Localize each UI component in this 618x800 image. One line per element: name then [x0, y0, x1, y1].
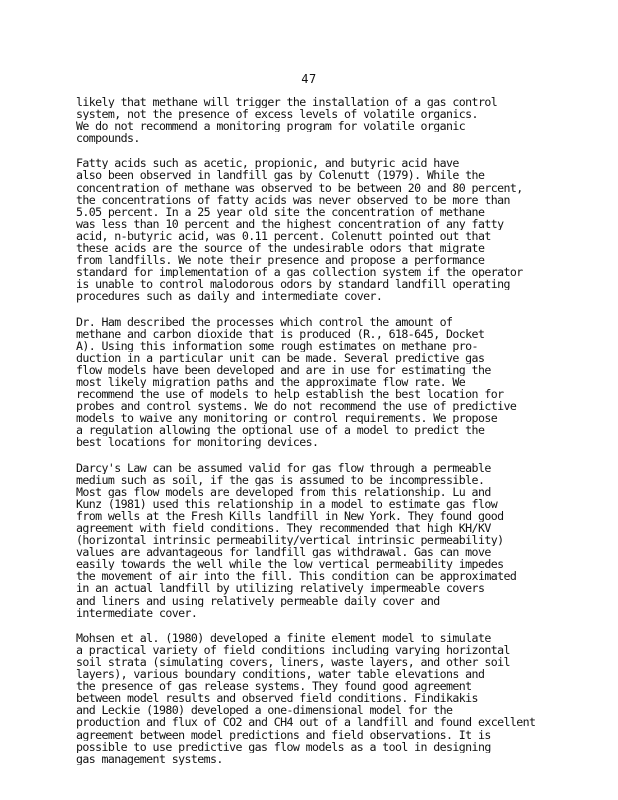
text-line: agreement between model predictions and field observations. It is: [76, 728, 491, 741]
text-line: was less than 10 percent and the highest concentration of any fatty: [76, 217, 504, 230]
paragraph-3: [76, 316, 556, 449]
text-line: concentration of methane was observed to be between 20 and 80 percent,: [76, 181, 523, 194]
text-line: models to waive any monitoring or control requirements. We propose: [76, 412, 498, 425]
text-line: Mohsen et al. (1980) developed a finite element model to simulate: [76, 631, 491, 644]
text-line: a practical variety of field conditions including varying horizontal: [76, 643, 510, 656]
text-line: agreement with field conditions. They recommended that high KH/KV: [76, 522, 491, 535]
text-line: Fatty acids such as acetic, propionic, and butyric acid have: [76, 157, 459, 170]
text-line: and liners and using relatively permeable daily cover and: [76, 594, 440, 607]
text-line: Most gas flow models are developed from this relationship. Lu and: [76, 485, 491, 498]
text-line: methane and carbon dioxide that is produced (R., 618-645, Docket: [76, 327, 485, 340]
text-line: soil strata (simulating covers, liners, waste layers, and other soil: [76, 655, 510, 669]
text-line: duction in a particular unit can be made. Several predictive gas: [76, 351, 485, 364]
text-line: Dr. Ham described the processes which control the amount of: [76, 315, 453, 328]
text-line: production and flux of CO2 and CH4 out of a landfill and found excellent: [76, 716, 536, 729]
text-line: the concentrations of fatty acids was never observed to be more than: [76, 193, 510, 206]
text-line: a regulation allowing the optional use of a model to predict the: [76, 424, 485, 437]
text-line: the presence of gas release systems. They found good agreement: [76, 680, 472, 693]
text-line: Darcy's Law can be assumed valid for gas flow through a permeable: [76, 461, 491, 474]
text-line: compounds.: [76, 132, 140, 145]
text-line: also been observed in landfill gas by Colenutt (1979). While the: [76, 169, 485, 182]
body-text: [76, 96, 556, 778]
text-line: most likely migration paths and the approximate flow rate. We: [76, 375, 466, 389]
text-line: easily towards the well while the low vertical permeability impedes: [76, 558, 504, 571]
text-line: standard for implementation of a gas collection system if the operator: [76, 266, 523, 279]
text-line: possible to use predictive gas flow models as a tool in designing: [76, 740, 491, 753]
text-line: procedures such as daily and intermediate cover.: [76, 290, 383, 303]
text-line: recommend the use of models to help establish the best location for: [76, 388, 504, 401]
paragraph-1: [76, 96, 556, 144]
page-number: 47: [301, 72, 317, 86]
text-line: intermediate cover.: [76, 606, 198, 619]
text-line: the movement of air into the fill. This condition can be approximated: [76, 570, 517, 583]
text-line: gas management systems.: [76, 752, 223, 765]
text-line: likely that methane will trigger the installation of a gas control: [76, 96, 498, 109]
text-line: acid, n-butyric acid, was 0.11 percent. Colenutt pointed out that: [76, 229, 491, 243]
text-line: We do not recommend a monitoring program for volatile organic: [76, 120, 466, 133]
paragraph-5: [76, 632, 556, 765]
paragraph-4: [76, 462, 556, 619]
text-line: values are advantageous for landfill gas withdrawal. Gas can move: [76, 546, 491, 559]
text-line: layers), various boundary conditions, water table elevations and: [76, 668, 485, 681]
text-line: (horizontal intrinsic permeability/vertical intrinsic permeability): [76, 534, 504, 547]
text-line: flow models have been developed and are in use for estimating the: [76, 363, 491, 376]
text-line: best locations for monitoring devices.: [76, 436, 319, 449]
text-line: from landfills. We note their presence and propose a performance: [76, 254, 485, 267]
text-line: 5.05 percent. In a 25 year old site the concentration of methane: [76, 205, 485, 218]
text-line: Kunz (1981) used this relationship in a model to estimate gas flow: [76, 497, 498, 510]
text-line: system, not the presence of excess levels of volatile organics.: [76, 108, 478, 121]
text-line: is unable to control malodorous odors by standard landfill operating: [76, 278, 510, 291]
text-line: A). Using this information some rough estimates on methane pro-: [76, 339, 478, 352]
text-line: these acids are the source of the undesirable odors that migrate: [76, 242, 485, 255]
text-line: between model results and observed field conditions. Findikakis: [76, 692, 478, 705]
text-line: probes and control systems. We do not recommend the use of predictive: [76, 400, 517, 413]
paragraph-2: [76, 157, 556, 302]
text-line: from wells at the Fresh Kills landfill in New York. They found good: [76, 509, 504, 522]
text-line: in an actual landfill by utilizing relatively impermeable covers: [76, 582, 485, 595]
text-line: medium such as soil, if the gas is assumed to be incompressible.: [76, 473, 485, 486]
text-line: and Leckie (1980) developed a one-dimensional model for the: [76, 704, 453, 717]
